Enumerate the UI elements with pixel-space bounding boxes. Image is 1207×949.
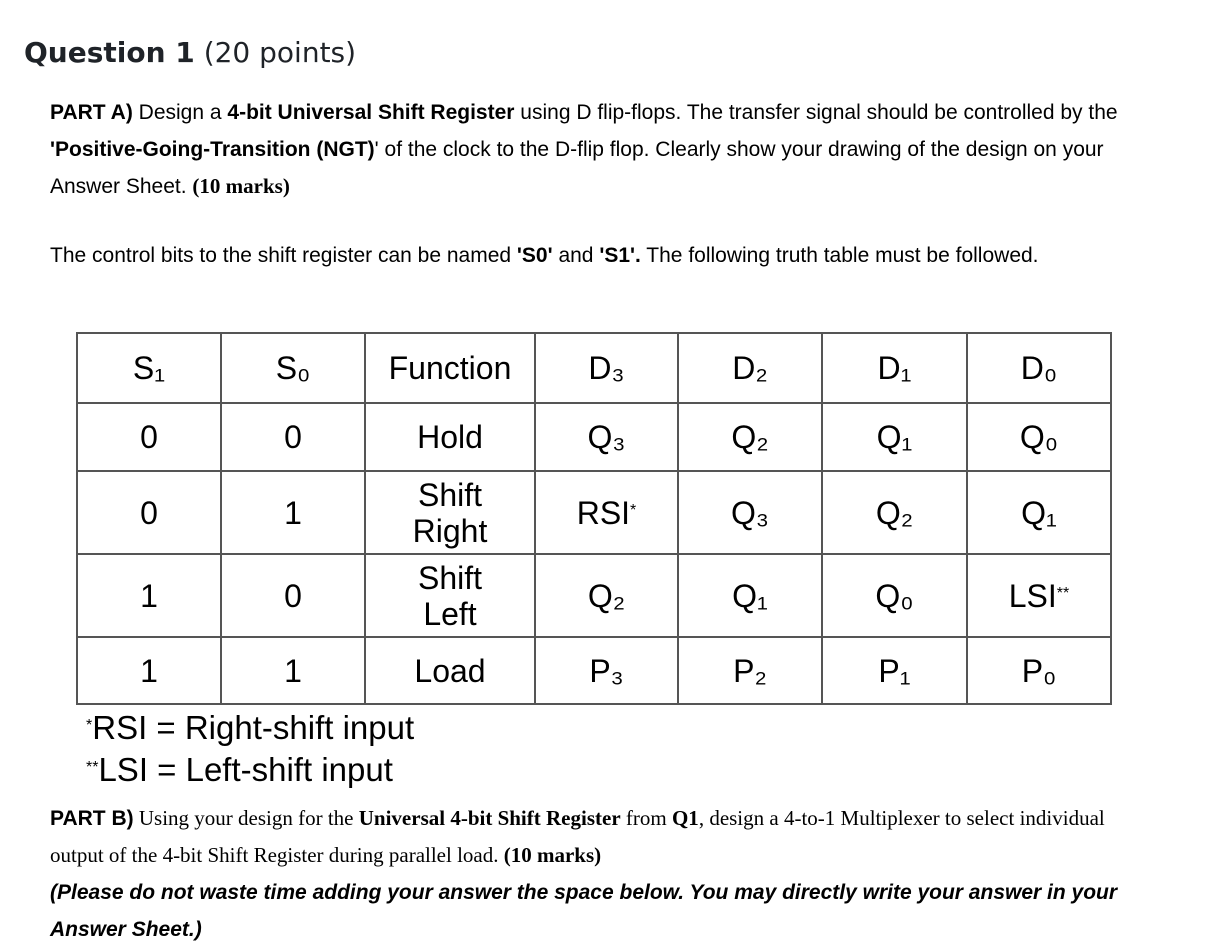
part-a-text: using D flip-flops. The transfer signal should be controlled by the <box>514 101 1118 124</box>
table-row <box>77 471 1111 554</box>
part-a-register-name: 4-bit Universal Shift Register <box>227 101 515 124</box>
control-text: and <box>552 244 600 267</box>
header-cell: D₀ <box>967 333 1111 403</box>
table-cell: 0 <box>77 471 221 554</box>
table-cell: P₁ <box>822 637 967 704</box>
part-b-text: , design a 4-to-1 Multiplexer to select individual output of the 4-bit Shift Register during parallel load. <box>50 806 1105 867</box>
table-cell: 1 <box>221 471 365 554</box>
table-cell: Q₁ <box>678 554 822 637</box>
table-cell: Q₁ <box>967 471 1111 554</box>
table-cell: P₃ <box>535 637 678 704</box>
footnote-mark: * <box>630 501 637 519</box>
part-a-paragraph <box>50 94 1150 205</box>
table-cell: 0 <box>77 403 221 471</box>
control-text: The control bits to the shift register can be named <box>50 244 517 267</box>
table-cell: Q₃ <box>678 471 822 554</box>
table-cell: 0 <box>221 554 365 637</box>
table-cell: Q₃ <box>535 403 678 471</box>
header-cell: S₀ <box>221 333 365 403</box>
footnote-text: LSI = Left-shift input <box>98 751 393 788</box>
table-row <box>77 637 1111 704</box>
header-cell: D₂ <box>678 333 822 403</box>
control-s0: 'S0' <box>516 244 553 267</box>
part-b-register-name: Universal 4-bit Shift Register <box>358 806 621 830</box>
truth-table <box>76 332 1112 705</box>
table-row <box>77 554 1111 637</box>
table-cell: P₀ <box>967 637 1111 704</box>
function-line: Left <box>423 595 477 632</box>
question-header <box>24 36 356 69</box>
table-cell: P₂ <box>678 637 822 704</box>
table-footnotes <box>86 707 414 791</box>
table-cell: Hold <box>365 403 535 471</box>
table-header-row <box>77 333 1111 403</box>
control-s1: 'S1'. <box>599 244 641 267</box>
function-line: Right <box>412 512 488 549</box>
part-b-label: PART B) <box>50 807 134 830</box>
question-points: (20 points) <box>203 36 357 69</box>
part-b-text: from <box>620 806 672 830</box>
rsi-text: RSI <box>576 494 631 531</box>
part-b-note: (Please do not waste time adding your answer the space below. You may directly write your answer in your Answer Sheet.) <box>50 881 1118 941</box>
footnote-rsi <box>86 707 414 749</box>
table-cell: Q₀ <box>967 403 1111 471</box>
table-cell: 1 <box>77 554 221 637</box>
header-cell: Function <box>365 333 535 403</box>
table-cell: 1 <box>77 637 221 704</box>
table-cell: Load <box>365 637 535 704</box>
table-row <box>77 403 1111 471</box>
part-a-text: ' of the clock to the D-flip flop. Clearly show your drawing of the design on your Answer Sheet. <box>50 138 1104 198</box>
part-a-text: Design a <box>132 101 228 124</box>
part-b-marks: (10 marks) <box>503 843 602 867</box>
table-cell <box>967 554 1111 637</box>
header-cell: S₁ <box>77 333 221 403</box>
table-cell: Q₂ <box>678 403 822 471</box>
lsi-text: LSI <box>1008 577 1057 614</box>
table-cell: Q₀ <box>822 554 967 637</box>
footnote-lsi <box>86 749 414 791</box>
question-title: Question 1 <box>24 36 195 69</box>
footnote-mark: ** <box>1056 584 1070 602</box>
footnote-text: RSI = Right-shift input <box>92 709 415 746</box>
table-cell <box>365 471 535 554</box>
table-cell: Q₂ <box>535 554 678 637</box>
table-cell: Q₁ <box>822 403 967 471</box>
footnote-mark: ** <box>86 759 99 776</box>
control-text: The following truth table must be followed. <box>640 244 1039 267</box>
part-a-marks: (10 marks) <box>192 174 290 198</box>
table-cell: Q₂ <box>822 471 967 554</box>
part-a-clock-edge: 'Positive-Going-Transition (NGT) <box>50 138 375 161</box>
footnote-mark: * <box>86 717 93 734</box>
part-b-question-ref: Q1 <box>671 806 699 830</box>
table-cell <box>535 471 678 554</box>
part-b-paragraph <box>50 800 1150 948</box>
control-bits-paragraph <box>50 237 1150 274</box>
part-a-label: PART A) <box>50 101 133 124</box>
function-line: Shift <box>417 559 483 596</box>
function-line: Shift <box>417 476 483 513</box>
header-cell: D₃ <box>535 333 678 403</box>
table-cell: 1 <box>221 637 365 704</box>
header-cell: D₁ <box>822 333 967 403</box>
table-cell: 0 <box>221 403 365 471</box>
table-cell <box>365 554 535 637</box>
part-b-text: Using your design for the <box>133 806 359 830</box>
